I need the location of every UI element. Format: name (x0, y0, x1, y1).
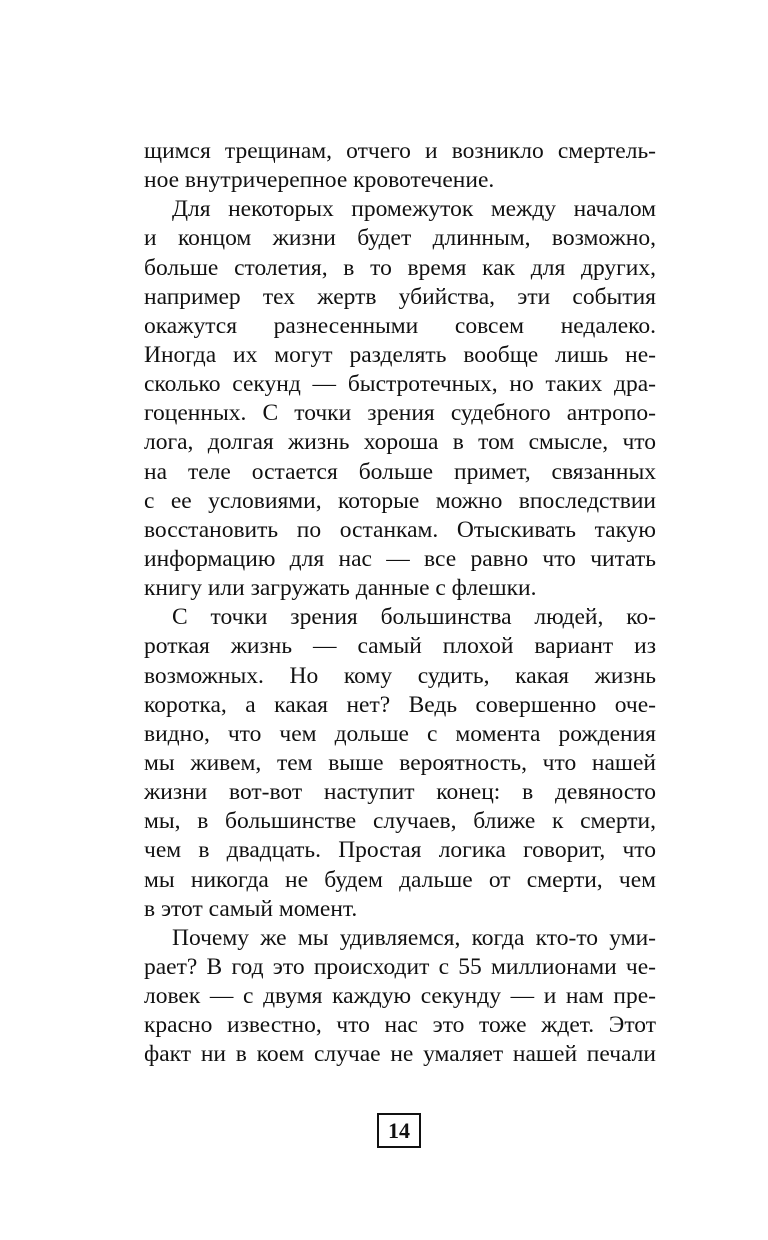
text-line: Иногда их могут разделять вообще лишь не- (144, 341, 656, 368)
paragraph (144, 137, 656, 195)
page-number: 14 (377, 1113, 421, 1148)
text-line: окажутся разнесенными совсем недалеко. (144, 312, 656, 339)
text-line: например тех жертв убийства, эти события (144, 283, 656, 310)
text-line: мы живем, тем выше вероятность, что нашей (144, 749, 656, 776)
body-text (144, 137, 656, 1070)
text-line: роткая жизнь — самый плохой вариант из (144, 633, 656, 660)
text-line: ное внутричерепное кровотечение. (144, 167, 495, 194)
paragraph (144, 603, 656, 924)
text-line: факт ни в коем случае не умаляет нашей печали (144, 1041, 656, 1068)
text-line: чем в двадцать. Простая логика говорит, что (144, 837, 656, 864)
text-line: гоценных. С точки зрения судебного антропо- (144, 400, 656, 427)
text-line: щимся трещинам, отчего и возникло смертель- (144, 138, 656, 164)
text-line: рает? В год это происходит с 55 миллионами че- (144, 953, 656, 980)
text-line: книгу или загружать данные с флешки. (144, 575, 537, 602)
text-line: информацию для нас — все равно что читать (144, 545, 656, 572)
text-line: в этот самый момент. (144, 895, 358, 922)
text-line: ловек — с двумя каждую секунду — и нам пре- (144, 983, 656, 1010)
text-line: мы, в большинстве случаев, ближе к смерти, (144, 808, 656, 835)
text-line: красно известно, что нас это тоже ждет. Этот (144, 1012, 656, 1039)
text-line: больше столетия, в то время как для других, (144, 254, 656, 281)
text-line: жизни вот-вот наступит конец: в девяносто (144, 779, 656, 806)
text-line: на теле остается больше примет, связанных (144, 458, 656, 485)
text-line: сколько секунд — быстротечных, но таких дра- (144, 371, 656, 398)
text-line: Для некоторых промежуток между началом (172, 196, 656, 223)
text-line: С точки зрения большинства людей, ко- (172, 604, 656, 631)
paragraph (144, 195, 656, 603)
text-line: видно, что чем дольше с момента рождения (144, 720, 656, 747)
text-line: восстановить по останкам. Отыскивать такую (144, 516, 656, 543)
text-line: возможных. Но кому судить, какая жизнь (144, 662, 656, 689)
text-line: мы никогда не будем дальше от смерти, чем (144, 866, 656, 893)
text-line: Почему же мы удивляемся, когда кто-то уми- (172, 924, 656, 951)
text-line: с ее условиями, которые можно впоследствии (144, 487, 656, 514)
paragraph (144, 924, 656, 1070)
text-line: лога, долгая жизнь хороша в том смысле, что (144, 429, 656, 456)
text-line: и концом жизни будет длинным, возможно, (144, 225, 656, 252)
text-line: коротка, а какая нет? Ведь совершенно оче- (144, 691, 656, 718)
